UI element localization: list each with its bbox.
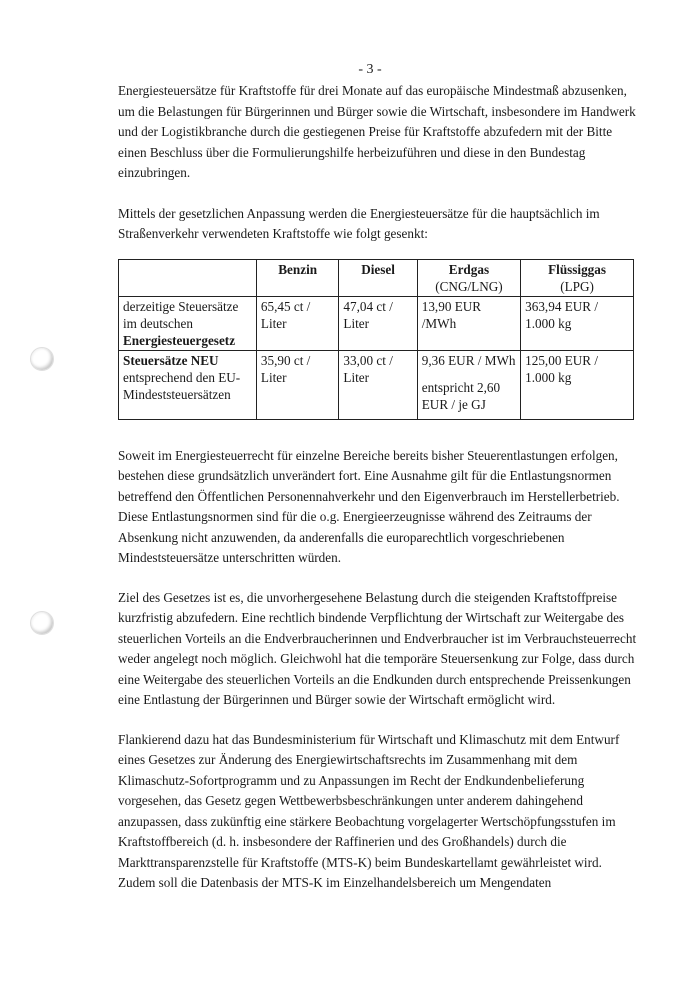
- cell-current-erdgas: 13,90 EUR /MWh: [417, 296, 520, 350]
- cell-new-benzin: 35,90 ct / Liter: [256, 350, 339, 419]
- row-label-new-text: entsprechend den EU-Mindeststeuersätzen: [123, 369, 241, 402]
- header-benzin: Benzin: [256, 259, 339, 296]
- cell-new-diesel: 33,00 ct / Liter: [339, 350, 417, 419]
- header-diesel: Diesel: [339, 259, 417, 296]
- cell-new-erdgas-value: 9,36 EUR / MWh: [421, 352, 516, 368]
- header-erdgas-label: Erdgas: [448, 261, 490, 277]
- header-fluessiggas: [521, 259, 634, 296]
- paragraph-law-goal: Ziel des Gesetzes ist es, die unvorhergesehene Belastung durch die steigenden Kraftstoffpreise kurzfristig abzufedern. Eine rechtlich bindende Verpflichtung der Wirtschaft zur Weitergabe des steuerlichen Vorteils an die Endverbraucherinnen und Endverbraucher ist im Verbrauchsteuerrecht weder angelegt noch möglich. Gleichwohl hat die temporäre Steuersenkung zur Folge, dass durch eine Weitergabe des steuerlichen Vorteils an die Endkunden durch entsprechende Preissenkungen eine Entlastung der Bürgerinnen und Bürger sowie der Wirtschaft ermöglicht wird.: [118, 589, 637, 707]
- cell-current-fluessiggas: 363,94 EUR / 1.000 kg: [521, 296, 634, 350]
- paragraph-relief-norms: Soweit im Energiesteuerrecht für einzelne Bereiche bereits bisher Steuerentlastungen erfolgen, bestehen diese grundsätzlich unverändert fort. Eine Ausnahme gilt für die Entlastungsnormen betreffend den Öffentlichen Personennahverkehr und den Eigenverbrauch im Herstellerbetrieb. Diese Entlastungsnormen sind für die o.g. Energieerzeugnisse während des Zeitraums der Absenkung nicht anzuwenden, da anderenfalls die europarechtlich vorgeschriebenen Mindeststeuersätze unterschritten würden.: [118, 447, 620, 565]
- tax-rate-table: [118, 259, 634, 420]
- cell-current-benzin: 65,45 ct / Liter: [256, 296, 339, 350]
- cell-new-erdgas: [417, 350, 520, 419]
- paragraph-lead-in: Mittels der gesetzlichen Anpassung werden die Energiesteuersätze für die hauptsächlich im Straßenverkehr verwendeten Kraftstoffe wie folgt gesenkt:: [118, 205, 600, 241]
- page-number: - 3 -: [358, 62, 382, 77]
- table-header-row: [119, 259, 634, 296]
- paragraph-intro: Energiesteuersätze für Kraftstoffe für drei Monate auf das europäische Mindestmaß abzusenken, um die Belastungen für Bürgerinnen und Bürger sowie die Wirtschaft, insbesondere im Handwerk und der Logistikbranche durch die gestiegenen Preise für Kraftstoffe abzufedern mit der Bitte einen Beschluss über die Formulierungshilfe herbeizuführen und diese in den Bundestag einzubringen.: [118, 83, 636, 180]
- row-label-current: [119, 296, 257, 350]
- table-row-new-rates: [119, 350, 634, 419]
- cell-new-fluessiggas: 125,00 EUR / 1.000 kg: [521, 350, 634, 419]
- table-row-current-rates: [119, 296, 634, 350]
- cell-new-erdgas-note: entspricht 2,60 EUR / je GJ: [421, 379, 501, 412]
- punch-hole-lower: [30, 611, 54, 635]
- row-label-current-text: derzeitige Steuersätze im deutschen: [123, 298, 239, 331]
- header-fluessiggas-label: Flüssiggas: [548, 261, 607, 277]
- header-erdgas-sub: (CNG/LNG): [435, 278, 503, 294]
- punch-hole-upper: [30, 347, 54, 371]
- paragraph-flanking-measures: Flankierend dazu hat das Bundesministerium für Wirtschaft und Klimaschutz mit dem Entwurf eines Gesetzes zur Änderung des Energiewirtschaftsrechts im Zusammenhang mit dem Klimaschutz-Sofortprogramm und zu Anpassungen im Recht der Endkundenbelieferung vorgesehen, das Gesetz gegen Wettbewerbsbeschränkungen unter anderem dahingehend anzupassen, dass zukünftig eine stärkere Beobachtung vorgelagerter Wertschöpfungsstufen im Kraftstoffbereich (d. h. insbesondere der Raffinerien und des Großhandels) durch die Markttransparenzstelle für Kraftstoffe (MTS-K) beim Bundeskartellamt gewährleistet wird. Zudem soll die Datenbasis der MTS-K im Einzelhandelsbereich um Mengendaten: [118, 731, 620, 890]
- header-empty-cell: [119, 259, 257, 296]
- header-fluessiggas-sub: (LPG): [560, 278, 594, 294]
- row-label-current-law: Energiesteuergesetz: [123, 332, 236, 348]
- cell-current-diesel: 47,04 ct / Liter: [339, 296, 417, 350]
- header-erdgas: [417, 259, 520, 296]
- row-label-new-title: Steuersätze NEU: [123, 352, 219, 368]
- row-label-new: [119, 350, 257, 419]
- document-body: [118, 81, 638, 913]
